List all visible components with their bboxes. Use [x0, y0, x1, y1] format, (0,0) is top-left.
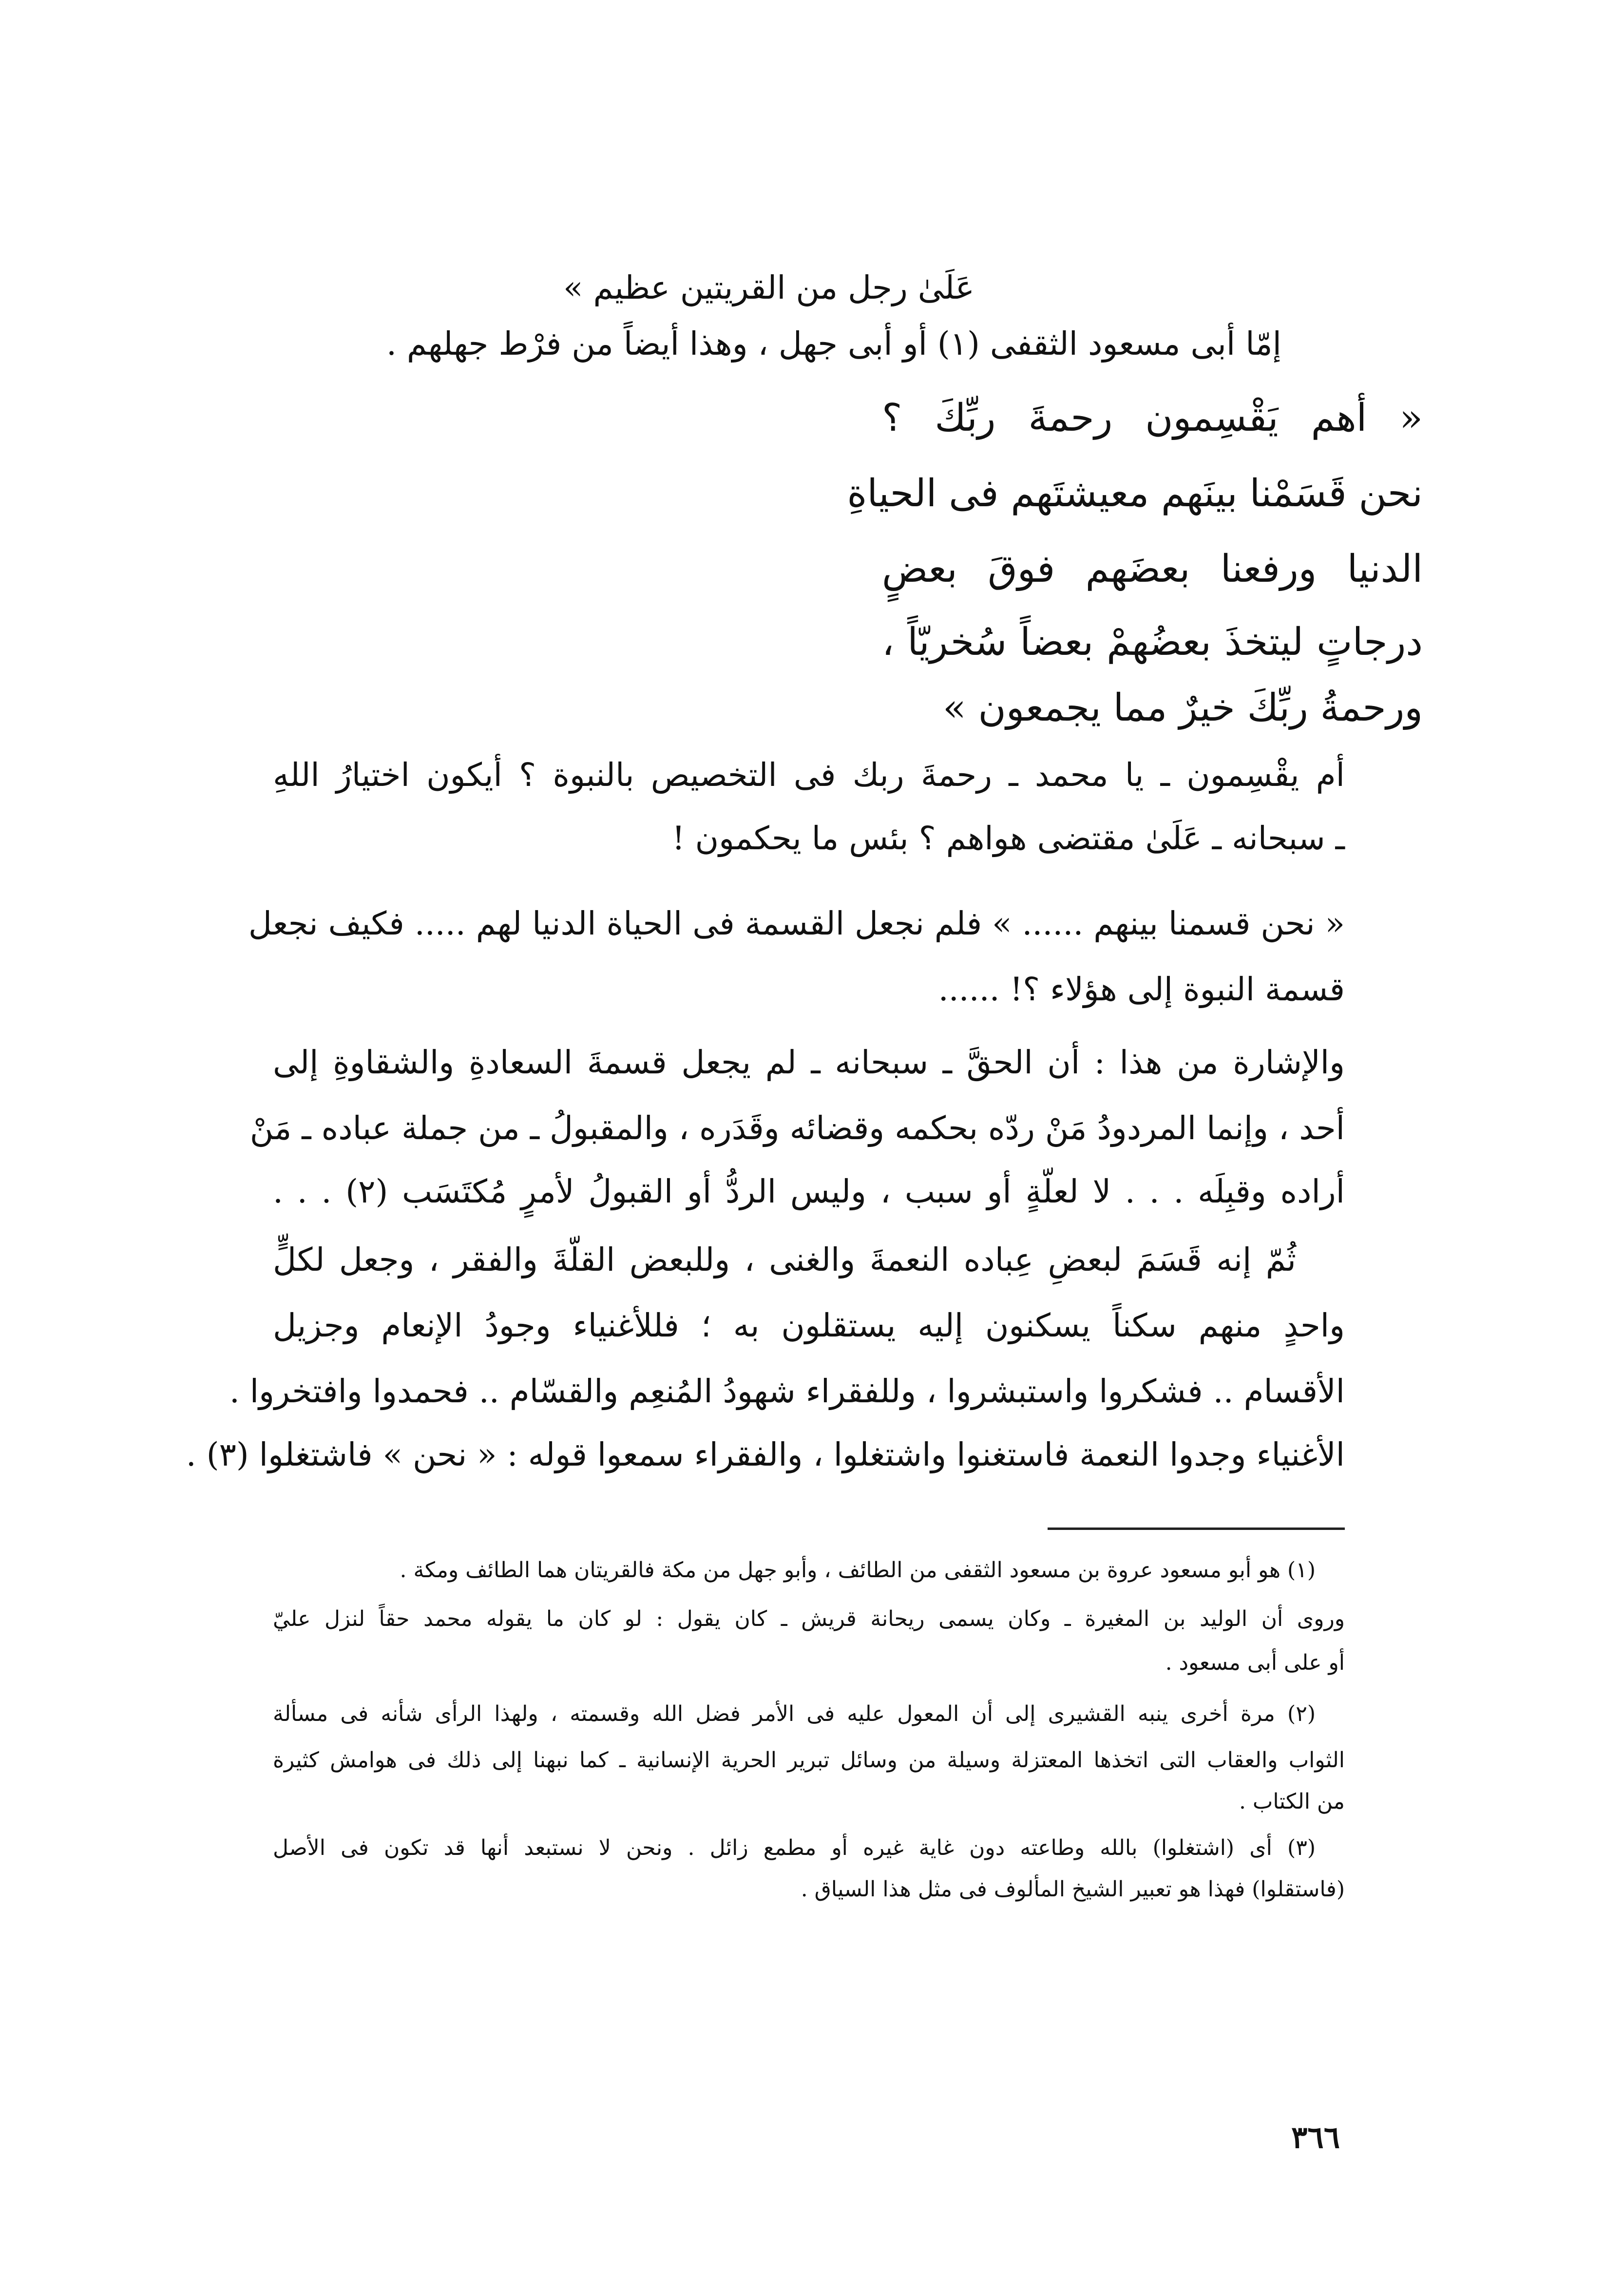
footnote-line: من الكتاب .	[1239, 1789, 1345, 1814]
text-line: عَلَىٰ رجل من القريتين عظيم »	[563, 269, 974, 306]
footnote-line: (١) هو أبو مسعود عروة بن مسعود الثقفى من الطائف ، وأبو جهل من مكة فالقريتان هما الطائف ومكة .	[400, 1558, 1316, 1583]
verse-line: درجاتٍ ليتخذَ بعضُهمْ بعضاً سُخريّاً ،	[882, 620, 1423, 664]
text-line: أحد ، وإنما المردودُ مَنْ ردّه بحكمه وقضائه وقَدَره ، والمقبولُ ـ من جملة عباده ـ مَنْ	[249, 1109, 1345, 1147]
text-line: والإشارة من هذا : أن الحقَّ ـ سبحانه ـ لم يجعل قسمةَ السعادةِ والشقاوةِ إلى	[273, 1044, 1345, 1081]
text-line: ثُمّ إنه قَسَمَ لبعضِ عِباده النعمةَ والغنى ، وللبعض القلّةَ والفقر ، وجعل لكلٍّ	[273, 1241, 1296, 1279]
footnote-separator	[1048, 1527, 1345, 1530]
text-line: قسمة النبوة إلى هؤلاء ؟! ......	[938, 971, 1345, 1008]
footnote-line: (٢) مرة أخرى ينبه القشيرى إلى أن المعول عليه فى الأمر فضل الله وقسمته ، ولهذا الرأى شأنه فى مسألة	[273, 1701, 1316, 1726]
text-line: إمّا أبى مسعود الثقفى (١) أو أبى جهل ، وهذا أيضاً من فرْط جهلهم .	[386, 325, 1281, 363]
page-number: ٣٦٦	[1291, 2119, 1340, 2155]
text-line: أراده وقبِلَه . . . لا لعلّةٍ أو سبب ، وليس الردُّ أو القبولُ لأمرٍ مُكتَسَب (٢) . . .	[273, 1173, 1345, 1210]
footnote-line: (٣) أى (اشتغلوا) بالله وطاعته دون غاية غيره أو مطمع زائل . ونحن لا نستبعد أنها قد تكون فى الأصل	[273, 1835, 1316, 1860]
verse-line: ورحمةُ ربِّكَ خيرٌ مما يجمعون »	[942, 686, 1423, 730]
text-line: واحدٍ منهم سكناً يسكنون إليه يستقلون به ؛ فللأغنياء وجودُ الإنعام وجزيل	[273, 1307, 1345, 1344]
text-line: « نحن قسمنا بينهم ...... » فلم نجعل القسمة فى الحياة الدنيا لهم ..... فكيف نجعل	[248, 905, 1345, 942]
text-line: الأقسام .. فشكروا واستبشروا ، وللفقراء شهودُ المُنعِم والقسّام .. فحمدوا وافتخروا .	[229, 1373, 1345, 1410]
footnote-line: وروى أن الوليد بن المغيرة ـ وكان يسمى ريحانة قريش ـ كان يقول : لو كان ما يقوله محمد حقاً لنزل عليّ	[273, 1606, 1345, 1631]
text-line: أم يقْسِمون ـ يا محمد ـ رحمةَ ربك فى التخصيص بالنبوة ؟ أيكون اختيارُ اللهِ	[273, 756, 1345, 794]
footnote-line: (فاستقلوا) فهذا هو تعبير الشيخ المألوف فى مثل هذا السياق .	[801, 1877, 1345, 1902]
footnote-line: الثواب والعقاب التى اتخذها المعتزلة وسيلة من وسائل تبرير الحرية الإنسانية ـ كما نبهنا إلى ذلك فى هوامش كثيرة	[273, 1748, 1345, 1773]
verse-line: نحن قَسَمْنا بينَهم معيشتَهم فى الحياةِ	[847, 472, 1423, 515]
verse-line: « أهم يَقْسِمون رحمةَ ربِّكَ ؟	[882, 396, 1423, 440]
text-line: الأغنياء وجدوا النعمة فاستغنوا واشتغلوا ، والفقراء سمعوا قوله : « نحن » فاشتغلوا (٣) .	[186, 1436, 1345, 1473]
text-line: ـ سبحانه ـ عَلَىٰ مقتضى هواهم ؟ بئس ما يحكمون !	[672, 820, 1345, 857]
verse-line: الدنيا ورفعنا بعضَهم فوقَ بعضٍ	[882, 547, 1423, 591]
footnote-line: أو على أبى مسعود .	[1165, 1650, 1345, 1675]
